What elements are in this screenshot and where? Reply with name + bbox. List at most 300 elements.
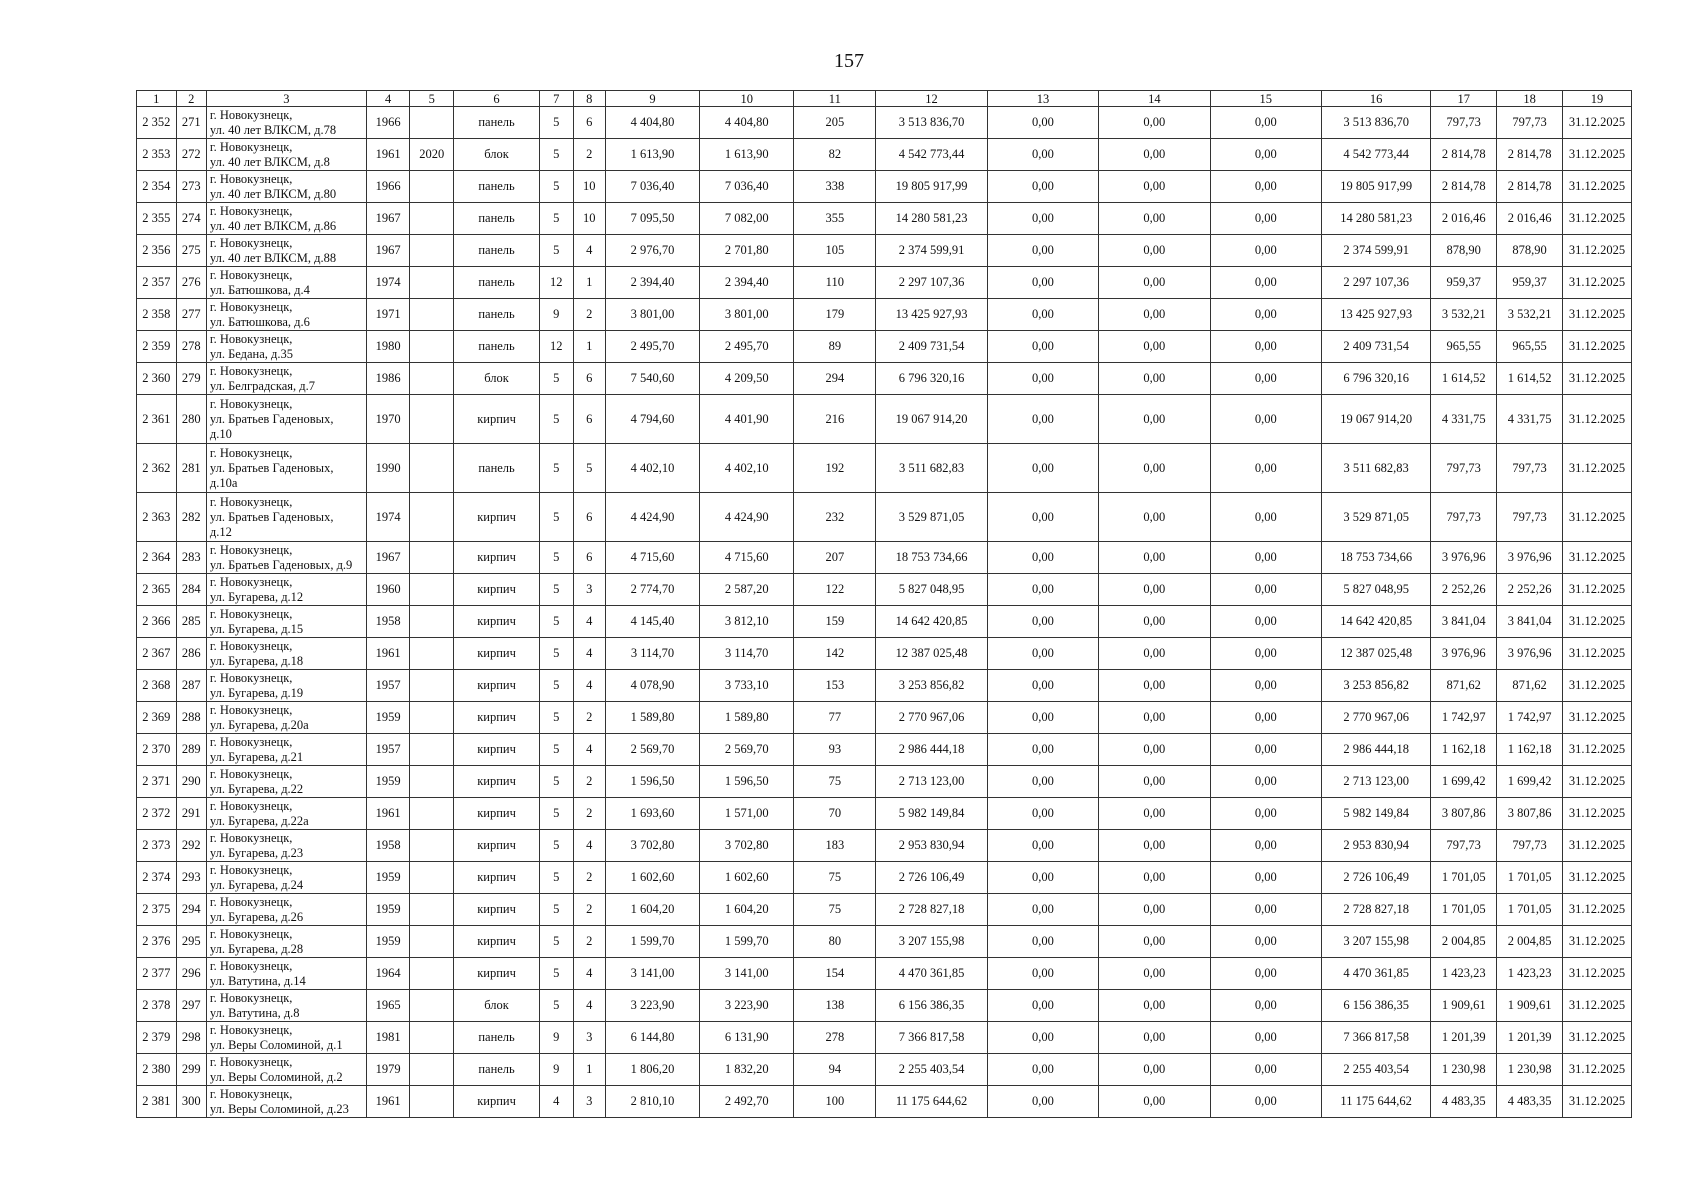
table-cell: 0,00 xyxy=(1099,638,1210,670)
table-row xyxy=(137,363,1632,395)
address-cell: г. Новокузнецк, ул. Бугарева, д.26 xyxy=(206,894,366,926)
table-cell: 3 511 682,83 xyxy=(876,444,987,493)
table-cell: 19 805 917,99 xyxy=(1321,171,1430,203)
table-cell: 0,00 xyxy=(1099,331,1210,363)
table-cell: 2 255 403,54 xyxy=(876,1054,987,1086)
table-row xyxy=(137,734,1632,766)
table-cell: 0,00 xyxy=(1099,574,1210,606)
table-cell: 70 xyxy=(794,798,876,830)
table-cell: 2 569,70 xyxy=(605,734,699,766)
table-cell: 1974 xyxy=(366,267,410,299)
table-cell: 1 571,00 xyxy=(700,798,794,830)
table-row xyxy=(137,702,1632,734)
table-row xyxy=(137,1054,1632,1086)
table-row xyxy=(137,267,1632,299)
table-cell: 2 770 967,06 xyxy=(876,702,987,734)
table-cell: 797,73 xyxy=(1497,493,1563,542)
table-cell: 7 036,40 xyxy=(700,171,794,203)
table-cell: 0,00 xyxy=(1210,107,1321,139)
table-cell: кирпич xyxy=(454,734,540,766)
table-cell: 5 xyxy=(540,235,573,267)
table-cell: 13 425 927,93 xyxy=(876,299,987,331)
table-cell: 2 814,78 xyxy=(1497,171,1563,203)
table-cell: 1 201,39 xyxy=(1497,1022,1563,1054)
table-cell: 3 532,21 xyxy=(1497,299,1563,331)
table-cell: 2 774,70 xyxy=(605,574,699,606)
address-cell: г. Новокузнецк, ул. Бедана, д.35 xyxy=(206,331,366,363)
table-cell: 5 xyxy=(540,606,573,638)
table-cell: 0,00 xyxy=(987,363,1098,395)
table-row xyxy=(137,107,1632,139)
table-cell: 1967 xyxy=(366,542,410,574)
table-cell: 1958 xyxy=(366,606,410,638)
table-cell xyxy=(410,702,454,734)
table-cell: 31.12.2025 xyxy=(1562,363,1631,395)
table-cell: 6 131,90 xyxy=(700,1022,794,1054)
table-cell: 0,00 xyxy=(1099,107,1210,139)
table-cell: 0,00 xyxy=(1210,798,1321,830)
table-cell: 0,00 xyxy=(1210,299,1321,331)
table-cell: 1980 xyxy=(366,331,410,363)
table-cell: 0,00 xyxy=(987,670,1098,702)
table-cell: 5 827 048,95 xyxy=(876,574,987,606)
table-cell: 2 394,40 xyxy=(700,267,794,299)
table-cell: 6 156 386,35 xyxy=(1321,990,1430,1022)
address-cell: г. Новокузнецк, ул. Ватутина, д.14 xyxy=(206,958,366,990)
table-cell: 0,00 xyxy=(1099,606,1210,638)
table-cell: 0,00 xyxy=(987,894,1098,926)
table-cell: 80 xyxy=(794,926,876,958)
table-cell: 31.12.2025 xyxy=(1562,830,1631,862)
table-row xyxy=(137,766,1632,798)
address-cell: г. Новокузнецк, ул. Веры Соломиной, д.1 xyxy=(206,1022,366,1054)
table-cell: 0,00 xyxy=(987,862,1098,894)
table-cell: 6 796 320,16 xyxy=(1321,363,1430,395)
table-cell: 14 642 420,85 xyxy=(876,606,987,638)
table-cell: 1 614,52 xyxy=(1497,363,1563,395)
table-cell: 75 xyxy=(794,894,876,926)
column-header-11: 11 xyxy=(794,91,876,107)
table-cell xyxy=(410,1022,454,1054)
table-cell: 3 801,00 xyxy=(700,299,794,331)
table-cell: 3 976,96 xyxy=(1497,638,1563,670)
table-cell: 2 409 731,54 xyxy=(876,331,987,363)
table-cell: 287 xyxy=(176,670,206,702)
table-cell: 278 xyxy=(176,331,206,363)
table-cell: 3 807,86 xyxy=(1431,798,1497,830)
table-cell: 3 702,80 xyxy=(700,830,794,862)
table-cell: 3 513 836,70 xyxy=(1321,107,1430,139)
table-cell: 3 532,21 xyxy=(1431,299,1497,331)
table-cell: 4 470 361,85 xyxy=(1321,958,1430,990)
table-cell: 4 402,10 xyxy=(605,444,699,493)
table-cell: 0,00 xyxy=(987,798,1098,830)
table-cell: 2 377 xyxy=(137,958,177,990)
table-cell: 1 423,23 xyxy=(1431,958,1497,990)
table-cell: 1 162,18 xyxy=(1497,734,1563,766)
table-cell: 7 036,40 xyxy=(605,171,699,203)
table-cell: 0,00 xyxy=(1210,830,1321,862)
column-header-10: 10 xyxy=(700,91,794,107)
table-cell: панель xyxy=(454,444,540,493)
table-row xyxy=(137,493,1632,542)
table-cell: панель xyxy=(454,171,540,203)
table-cell: 2 355 xyxy=(137,203,177,235)
table-cell: 1 614,52 xyxy=(1431,363,1497,395)
table-cell: 94 xyxy=(794,1054,876,1086)
address-cell: г. Новокузнецк, ул. Батюшкова, д.6 xyxy=(206,299,366,331)
table-cell: 965,55 xyxy=(1497,331,1563,363)
table-cell: 2 770 967,06 xyxy=(1321,702,1430,734)
table-cell: 0,00 xyxy=(1210,574,1321,606)
table-cell: 1967 xyxy=(366,235,410,267)
table-cell: 0,00 xyxy=(987,267,1098,299)
table-cell: 2 379 xyxy=(137,1022,177,1054)
table-row xyxy=(137,990,1632,1022)
address-cell: г. Новокузнецк, ул. Братьев Гаденовых, д.10а xyxy=(206,444,366,493)
table-cell: 5 xyxy=(540,894,573,926)
table-cell: кирпич xyxy=(454,926,540,958)
table-cell: 0,00 xyxy=(987,926,1098,958)
table-cell: 2 976,70 xyxy=(605,235,699,267)
table-cell: 2 361 xyxy=(137,395,177,444)
table-cell: 1 701,05 xyxy=(1431,894,1497,926)
table-cell xyxy=(410,395,454,444)
table-cell: 31.12.2025 xyxy=(1562,203,1631,235)
table-cell: 31.12.2025 xyxy=(1562,638,1631,670)
table-cell: 959,37 xyxy=(1497,267,1563,299)
table-cell: 0,00 xyxy=(1099,990,1210,1022)
table-cell: 3 223,90 xyxy=(700,990,794,1022)
table-cell: 3 733,10 xyxy=(700,670,794,702)
table-cell: 2 xyxy=(573,139,605,171)
table-cell: 2 252,26 xyxy=(1431,574,1497,606)
table-cell: 297 xyxy=(176,990,206,1022)
table-cell: 7 095,50 xyxy=(605,203,699,235)
table-cell: 5 xyxy=(540,702,573,734)
table-cell: 1 230,98 xyxy=(1497,1054,1563,1086)
table-cell: 2 713 123,00 xyxy=(876,766,987,798)
table-cell: 0,00 xyxy=(1210,235,1321,267)
table-cell: 1959 xyxy=(366,702,410,734)
table-cell: 4 404,80 xyxy=(605,107,699,139)
table-cell: 2 xyxy=(573,894,605,926)
table-row xyxy=(137,638,1632,670)
table-cell: 5 xyxy=(540,670,573,702)
table-cell: 19 067 914,20 xyxy=(876,395,987,444)
table-cell: 5 xyxy=(540,990,573,1022)
table-cell: 2 016,46 xyxy=(1497,203,1563,235)
table-row xyxy=(137,542,1632,574)
table-cell: 0,00 xyxy=(987,299,1098,331)
table-cell: 0,00 xyxy=(1210,638,1321,670)
table-cell: 89 xyxy=(794,331,876,363)
table-cell: 1 699,42 xyxy=(1431,766,1497,798)
table-cell: панель xyxy=(454,107,540,139)
address-cell: г. Новокузнецк, ул. 40 лет ВЛКСМ, д.88 xyxy=(206,235,366,267)
table-cell: блок xyxy=(454,363,540,395)
table-cell xyxy=(410,830,454,862)
table-cell: 0,00 xyxy=(1210,542,1321,574)
table-cell: 275 xyxy=(176,235,206,267)
table-cell: 4 xyxy=(573,830,605,862)
table-cell: 9 xyxy=(540,1054,573,1086)
table-cell: 2 495,70 xyxy=(605,331,699,363)
table-cell: 3 xyxy=(573,574,605,606)
table-cell: 2 016,46 xyxy=(1431,203,1497,235)
table-cell: 0,00 xyxy=(1210,990,1321,1022)
table-cell: 31.12.2025 xyxy=(1562,734,1631,766)
table-cell: 3 xyxy=(573,1022,605,1054)
table-cell: 1 230,98 xyxy=(1431,1054,1497,1086)
table-cell: 4 331,75 xyxy=(1431,395,1497,444)
table-row xyxy=(137,830,1632,862)
table-cell: 110 xyxy=(794,267,876,299)
table-cell xyxy=(410,1054,454,1086)
table-cell: 1 742,97 xyxy=(1431,702,1497,734)
table-cell: 5 xyxy=(540,444,573,493)
table-cell: 2 356 xyxy=(137,235,177,267)
table-cell: 0,00 xyxy=(1099,766,1210,798)
table-cell: 0,00 xyxy=(1210,1022,1321,1054)
table-cell: 5 xyxy=(540,574,573,606)
table-cell: 282 xyxy=(176,493,206,542)
table-cell: 2 814,78 xyxy=(1497,139,1563,171)
table-cell: кирпич xyxy=(454,958,540,990)
table-cell: 1 604,20 xyxy=(700,894,794,926)
table-cell: 2 375 xyxy=(137,894,177,926)
table-cell: 5 982 149,84 xyxy=(876,798,987,830)
table-cell: 0,00 xyxy=(1099,734,1210,766)
table-cell: 31.12.2025 xyxy=(1562,766,1631,798)
table-cell xyxy=(410,363,454,395)
column-header-9: 9 xyxy=(605,91,699,107)
table-cell: 271 xyxy=(176,107,206,139)
table-cell: 4 542 773,44 xyxy=(876,139,987,171)
table-cell xyxy=(410,574,454,606)
table-cell: 0,00 xyxy=(1099,798,1210,830)
table-row xyxy=(137,139,1632,171)
table-cell: 1961 xyxy=(366,638,410,670)
table-cell: 31.12.2025 xyxy=(1562,107,1631,139)
table-cell: 0,00 xyxy=(987,574,1098,606)
table-cell: 1957 xyxy=(366,734,410,766)
address-cell: г. Новокузнецк, ул. Бугарева, д.12 xyxy=(206,574,366,606)
table-cell: 31.12.2025 xyxy=(1562,1022,1631,1054)
table-cell: 2 374 599,91 xyxy=(876,235,987,267)
address-cell: г. Новокузнецк, ул. Братьев Гаденовых, д.9 xyxy=(206,542,366,574)
table-cell: 292 xyxy=(176,830,206,862)
table-cell: 2 374 xyxy=(137,862,177,894)
table-cell xyxy=(410,542,454,574)
table-cell: 5 xyxy=(540,363,573,395)
table-cell: 5 xyxy=(540,139,573,171)
table-cell: 2 492,70 xyxy=(700,1086,794,1118)
address-cell: г. Новокузнецк, ул. Бугарева, д.22а xyxy=(206,798,366,830)
table-cell: 4 xyxy=(573,670,605,702)
address-cell: г. Новокузнецк, ул. 40 лет ВЛКСМ, д.86 xyxy=(206,203,366,235)
table-cell: 1 604,20 xyxy=(605,894,699,926)
table-row xyxy=(137,958,1632,990)
table-cell: 293 xyxy=(176,862,206,894)
table-row xyxy=(137,926,1632,958)
table-cell: 2 986 444,18 xyxy=(876,734,987,766)
address-cell: г. Новокузнецк, ул. Веры Соломиной, д.23 xyxy=(206,1086,366,1118)
table-cell: 4 483,35 xyxy=(1431,1086,1497,1118)
table-cell: 2 368 xyxy=(137,670,177,702)
table-cell: 82 xyxy=(794,139,876,171)
table-cell: 3 807,86 xyxy=(1497,798,1563,830)
table-cell: 2 374 599,91 xyxy=(1321,235,1430,267)
table-row xyxy=(137,299,1632,331)
table-cell: 5 xyxy=(540,107,573,139)
table-cell: 3 976,96 xyxy=(1497,542,1563,574)
table-cell: панель xyxy=(454,203,540,235)
table-cell: 0,00 xyxy=(1099,299,1210,331)
table-cell: 19 067 914,20 xyxy=(1321,395,1430,444)
table-cell: 1970 xyxy=(366,395,410,444)
table-cell: 284 xyxy=(176,574,206,606)
table-cell: кирпич xyxy=(454,1086,540,1118)
table-cell: 3 114,70 xyxy=(605,638,699,670)
table-cell: 2 394,40 xyxy=(605,267,699,299)
table-row xyxy=(137,171,1632,203)
table-cell: 4 331,75 xyxy=(1497,395,1563,444)
table-cell: 1979 xyxy=(366,1054,410,1086)
table-cell: 3 513 836,70 xyxy=(876,107,987,139)
table-cell: 4 209,50 xyxy=(700,363,794,395)
table-cell: 232 xyxy=(794,493,876,542)
address-cell: г. Новокузнецк, ул. Бугарева, д.18 xyxy=(206,638,366,670)
table-cell xyxy=(410,267,454,299)
table-cell: 0,00 xyxy=(1210,171,1321,203)
table-cell: 9 xyxy=(540,299,573,331)
table-cell: 1990 xyxy=(366,444,410,493)
table-cell: 2 252,26 xyxy=(1497,574,1563,606)
table-cell: 5 xyxy=(540,203,573,235)
table-cell: 4 470 361,85 xyxy=(876,958,987,990)
table-cell: 31.12.2025 xyxy=(1562,331,1631,363)
table-cell: 1 596,50 xyxy=(605,766,699,798)
table-cell: 4 xyxy=(573,606,605,638)
table-cell: 276 xyxy=(176,267,206,299)
table-cell: 0,00 xyxy=(1099,702,1210,734)
table-cell: 2 381 xyxy=(137,1086,177,1118)
table-cell: 0,00 xyxy=(1099,267,1210,299)
table-cell: 2 728 827,18 xyxy=(876,894,987,926)
table-cell: 13 425 927,93 xyxy=(1321,299,1430,331)
column-header-5: 5 xyxy=(410,91,454,107)
table-cell: кирпич xyxy=(454,702,540,734)
table-cell: 1 599,70 xyxy=(700,926,794,958)
table-cell: кирпич xyxy=(454,766,540,798)
table-cell: 0,00 xyxy=(1099,235,1210,267)
address-cell: г. Новокузнецк, ул. Бугарева, д.19 xyxy=(206,670,366,702)
table-cell: 3 529 871,05 xyxy=(876,493,987,542)
table-cell: 6 xyxy=(573,493,605,542)
table-cell: 5 xyxy=(540,493,573,542)
table-cell: 4 xyxy=(573,990,605,1022)
table-cell: 0,00 xyxy=(1210,958,1321,990)
table-cell: 9 xyxy=(540,1022,573,1054)
table-cell: 2 810,10 xyxy=(605,1086,699,1118)
table-cell: 1 613,90 xyxy=(605,139,699,171)
table-cell: 0,00 xyxy=(1210,1086,1321,1118)
table-cell: 1 423,23 xyxy=(1497,958,1563,990)
table-cell xyxy=(410,444,454,493)
table-cell: 0,00 xyxy=(1099,894,1210,926)
table-cell: 0,00 xyxy=(1210,894,1321,926)
table-cell xyxy=(410,862,454,894)
table-cell: 18 753 734,66 xyxy=(876,542,987,574)
table-cell: 2 701,80 xyxy=(700,235,794,267)
table-cell: 1965 xyxy=(366,990,410,1022)
table-cell: 2 380 xyxy=(137,1054,177,1086)
table-cell: 1960 xyxy=(366,574,410,606)
table-cell: 0,00 xyxy=(987,766,1098,798)
table-cell: 216 xyxy=(794,395,876,444)
address-cell: г. Новокузнецк, ул. 40 лет ВЛКСМ, д.8 xyxy=(206,139,366,171)
table-cell: 75 xyxy=(794,862,876,894)
table-cell: 6 xyxy=(573,107,605,139)
address-cell: г. Новокузнецк, ул. Братьев Гаденовых, д.12 xyxy=(206,493,366,542)
table-cell: 4 401,90 xyxy=(700,395,794,444)
table-cell: 2 366 xyxy=(137,606,177,638)
table-cell: панель xyxy=(454,235,540,267)
table-cell: 0,00 xyxy=(1099,493,1210,542)
table-cell: 192 xyxy=(794,444,876,493)
table-cell: блок xyxy=(454,139,540,171)
table-cell: 2 xyxy=(573,299,605,331)
table-cell: 797,73 xyxy=(1431,107,1497,139)
table-cell: 0,00 xyxy=(1210,363,1321,395)
table-cell: 1964 xyxy=(366,958,410,990)
table-cell: 2 358 xyxy=(137,299,177,331)
table-body xyxy=(137,107,1632,1118)
table-cell: 871,62 xyxy=(1497,670,1563,702)
table-cell: 959,37 xyxy=(1431,267,1497,299)
table-cell: 5 982 149,84 xyxy=(1321,798,1430,830)
table-cell: 31.12.2025 xyxy=(1562,798,1631,830)
table-cell: 0,00 xyxy=(987,638,1098,670)
table-cell: 0,00 xyxy=(1099,444,1210,493)
table-cell: 4 xyxy=(573,235,605,267)
address-cell: г. Новокузнецк, ул. Бугарева, д.20а xyxy=(206,702,366,734)
column-header-3: 3 xyxy=(206,91,366,107)
table-cell: 31.12.2025 xyxy=(1562,862,1631,894)
table-cell: 2 587,20 xyxy=(700,574,794,606)
table-cell: 871,62 xyxy=(1431,670,1497,702)
table-cell: 4 542 773,44 xyxy=(1321,139,1430,171)
table-cell: 1986 xyxy=(366,363,410,395)
table-cell: 5 xyxy=(540,926,573,958)
table-cell: 2 004,85 xyxy=(1497,926,1563,958)
table-cell: кирпич xyxy=(454,798,540,830)
table-cell: 273 xyxy=(176,171,206,203)
table-cell: 1 602,60 xyxy=(605,862,699,894)
table-cell: блок xyxy=(454,990,540,1022)
table-cell: 0,00 xyxy=(1099,1054,1210,1086)
table-cell: 0,00 xyxy=(987,139,1098,171)
table-cell: 2 255 403,54 xyxy=(1321,1054,1430,1086)
table-row xyxy=(137,444,1632,493)
table-cell: 2 376 xyxy=(137,926,177,958)
table-cell: панель xyxy=(454,267,540,299)
table-cell: 4 xyxy=(573,734,605,766)
table-cell: 1 701,05 xyxy=(1497,862,1563,894)
table-cell: 93 xyxy=(794,734,876,766)
table-cell: 0,00 xyxy=(1210,395,1321,444)
